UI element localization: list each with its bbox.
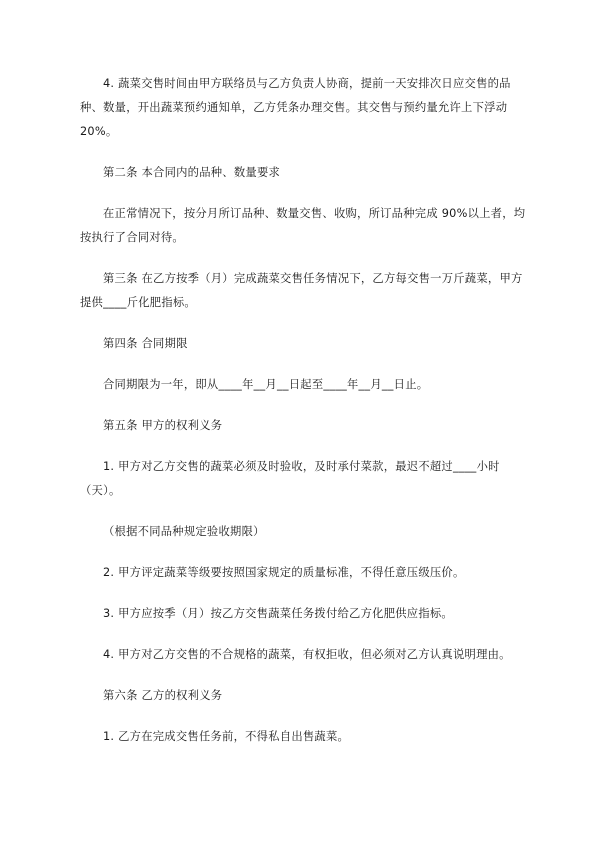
article-5-heading: 第五条 甲方的权利义务	[103, 419, 223, 432]
article-2-heading: 第二条 本合同内的品种、数量要求	[103, 166, 281, 179]
paragraph-quantity-requirement: 在正常情况下，按分月所订品种、数量交售、收购，所订品种完成 90%以上者，均按执行了合同对待。	[80, 207, 526, 244]
paragraph-contract-term: 合同期限为一年，即从____年__月__日起至____年__月__日止。	[103, 378, 429, 391]
paragraph-delivery-time: 4. 蔬菜交售时间由甲方联络员与乙方负责人协商，提前一天安排次日应交售的品种、数量，开出蔬菜预约通知单，乙方凭条办理交售。其交售与预约量允许上下浮动 20%。	[80, 77, 511, 138]
party-a-duty-4: 4. 甲方对乙方交售的不合规格的蔬菜，有权拒收，但必须对乙方认真说明理由。	[103, 648, 511, 661]
party-a-duty-3: 3. 甲方应按季（月）按乙方交售蔬菜任务拨付给乙方化肥供应指标。	[103, 607, 453, 620]
party-b-duty-1: 1. 乙方在完成交售任务前，不得私自出售蔬菜。	[103, 730, 350, 743]
document-body	[80, 72, 526, 766]
article-6-heading: 第六条 乙方的权利义务	[103, 689, 223, 702]
party-a-duty-2: 2. 甲方评定蔬菜等级要按照国家规定的质量标准，不得任意压级压价。	[103, 566, 465, 579]
party-a-duty-1: 1. 甲方对乙方交售的蔬菜必须及时验收，及时承付菜款，最迟不超过____小时（天）。	[80, 460, 500, 497]
article-3-paragraph: 第三条 在乙方按季（月）完成蔬菜交售任务情况下，乙方每交售一万斤蔬菜，甲方提供____斤化肥指标。	[80, 272, 523, 309]
article-4-heading: 第四条 合同期限	[103, 337, 188, 350]
party-a-duty-note: （根据不同品种规定验收期限）	[103, 525, 265, 538]
